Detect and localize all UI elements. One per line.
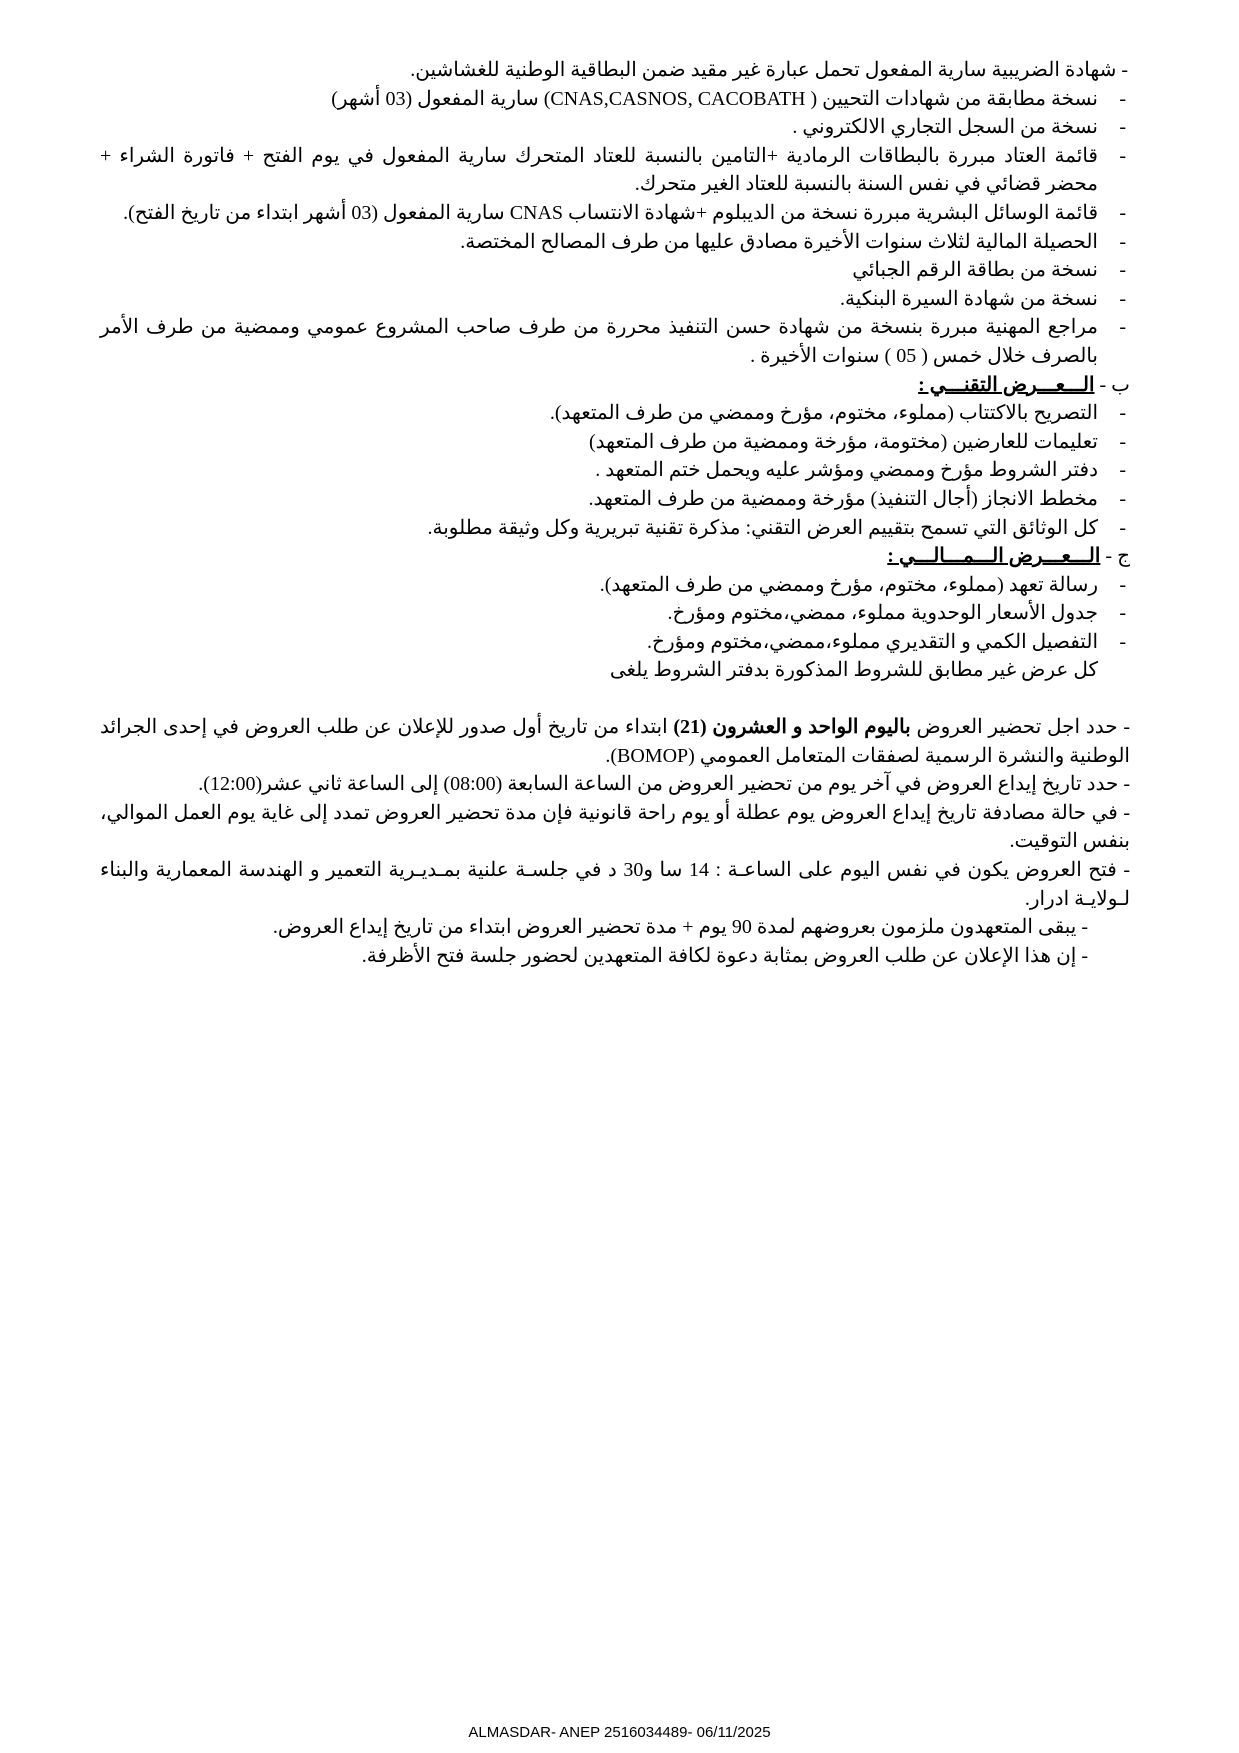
list-item: - الحصيلة المالية لثلاث سنوات الأخيرة مصادق عليها من طرف المصالح المختصة. xyxy=(100,228,1130,257)
list-item: - قائمة الوسائل البشرية مبررة نسخة من الديبلوم +شهادة الانتساب CNAS سارية المفعول (03 أشهر ابتداء من تاريخ الفتح). xyxy=(100,199,1130,228)
list-item: - التصريح بالاكتتاب (مملوء، مختوم، مؤرخ وممضي من طرف المتعهد). xyxy=(100,399,1130,428)
deposit-date-paragraph: - حدد تاريخ إيداع العروض في آخر يوم من تحضير العروض من الساعة السابعة (08:00) إلى الساعة ثاني عشر(12:00). xyxy=(198,773,1130,796)
document-body xyxy=(100,56,1130,970)
list-item: - مراجع المهنية مبررة بنسخة من شهادة حسن التنفيذ محررة من طرف صاحب المشروع عمومي وممضية من طرف الأمر بالصرف خلال خمس ( 05 ) سنوات الأخيرة . xyxy=(100,313,1130,370)
list-item: - كل الوثائق التي تسمح بتقييم العرض التقني: مذكرة تقنية تبريرية وكل وثيقة مطلوبة. xyxy=(100,514,1130,543)
admin-docs-list xyxy=(100,85,1130,371)
list-item: - نسخة مطابقة من شهادات التحيين ( CNAS,CASNOS, CACOBATH) سارية المفعول (03 أشهر) xyxy=(100,85,1130,114)
list-item: - تعليمات للعارضين (مختومة، مؤرخة وممضية من طرف المتعهد) xyxy=(100,428,1130,457)
list-item: - دفتر الشروط مؤرخ وممضي ومؤشر عليه ويحمل ختم المتعهد . xyxy=(100,456,1130,485)
publication-footer: ALMASDAR- ANEP 2516034489- 06/11/2025 xyxy=(468,1724,771,1741)
validity-period-paragraph: - يبقى المتعهدون ملزمون بعروضهم لمدة 90 يوم + مدة تحضير العروض ابتداء من تاريخ إيداع العروض. xyxy=(272,916,1088,939)
preparation-deadline-paragraph xyxy=(100,713,1130,770)
technical-offer-list xyxy=(100,399,1130,542)
tax-certificate-line: - شهادة الضريبية سارية المفعول تحمل عبارة غير مقيد ضمن البطاقية الوطنية للغشاشين. xyxy=(410,59,1128,81)
financial-offer-heading xyxy=(100,542,1130,571)
list-item: - التفصيل الكمي و التقديري مملوء،ممضي،مختوم ومؤرخ. xyxy=(100,628,1130,657)
paragraph-text: ابتداء من تاريخ أول صدور للإعلان عن طلب العروض في إحدى الجرائد الوطنية والنشرة الرسمية لصفقات المتعامل العمومي (BOMOP). xyxy=(100,716,1130,767)
list-item: - قائمة العتاد مبررة بالبطاقات الرمادية +التامين بالنسبة للعتاد المتحرك سارية المفعول في يوم الفتح + فاتورة الشراء + محضر قضائي في نفس السنة بالنسبة للعتاد الغير متحرك. xyxy=(100,142,1130,199)
list-item: - نسخة من بطاقة الرقم الجبائي xyxy=(100,256,1130,285)
financial-offer-list xyxy=(100,571,1130,657)
list-item: - جدول الأسعار الوحدوية مملوء، ممضي،مختوم ومؤرخ. xyxy=(100,599,1130,628)
section-prefix: ب - xyxy=(1099,373,1130,396)
technical-offer-heading xyxy=(100,371,1130,400)
list-item: - نسخة من السجل التجاري الالكتروني . xyxy=(100,113,1130,142)
list-item: - رسالة تعهد (مملوء، مختوم، مؤرخ وممضي من طرف المتعهد). xyxy=(100,571,1130,600)
section-prefix: ج - xyxy=(1105,545,1130,568)
spacer xyxy=(100,685,1130,713)
holiday-extension-paragraph: - في حالة مصادفة تاريخ إيداع العروض يوم عطلة أو يوم راحة قانونية فإن مدة تحضير العروض تمدد إلى غاية يوم العمل الموالي، بنفس التوقيت. xyxy=(100,801,1130,853)
invitation-paragraph: - إن هذا الإعلان عن طلب العروض بمثابة دعوة لكافة المتعهدين لحضور جلسة فتح الأظرفة. xyxy=(361,944,1088,967)
paragraph-text: - حدد اجل تحضير العروض xyxy=(910,716,1130,739)
list-item: - مخطط الانجاز (أجال التنفيذ) مؤرخة وممضية من طرف المتعهد. xyxy=(100,485,1130,514)
opening-session-paragraph: - فتح العروض يكون في نفس اليوم على الساعـة : 14 سا و30 د في جلسـة علنية بمـديـرية التعمير و الهندسة المعمارية والبناء لـولايـة ادرار. xyxy=(100,859,1130,910)
deadline-emphasis: باليوم الواحد و العشرون (21) xyxy=(673,716,911,739)
nonconforming-offer-note: كل عرض غير مطابق للشروط المذكورة بدفتر الشروط يلغى xyxy=(609,659,1098,682)
list-item: - نسخة من شهادة السيرة البنكية. xyxy=(100,285,1130,314)
section-title: الـــعـــرض الـــمـــالـــي : xyxy=(887,545,1101,568)
section-title: الـــعـــرض التقنـــي : xyxy=(918,373,1095,396)
